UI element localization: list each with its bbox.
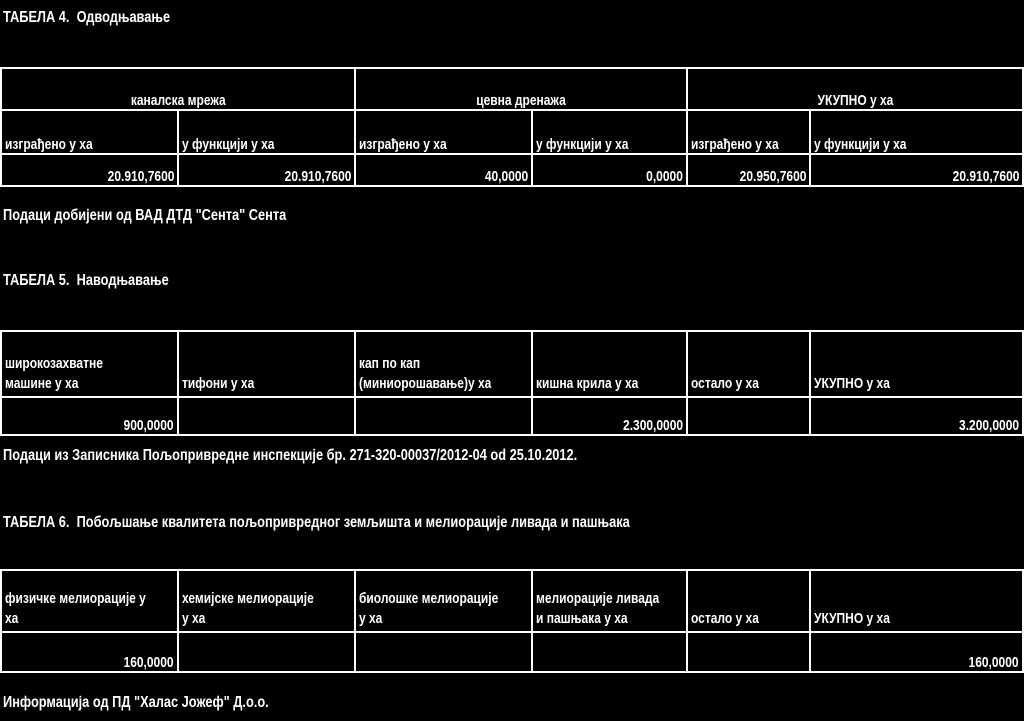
table6-value: 160,0000 — [810, 632, 1023, 672]
table4-value: 20.910,7600 — [810, 154, 1023, 186]
table4-value: 40,0000 — [355, 154, 532, 186]
table6-value — [532, 632, 687, 672]
table4-caption — [3, 8, 212, 28]
table5-header: широкозахватне машине у ха — [1, 331, 178, 397]
table5-value: 3.200,0000 — [810, 397, 1023, 435]
table6-header: биолошке мелиорације у ха — [355, 570, 532, 632]
table6-header-row — [1, 570, 1023, 632]
table6-header: хемијске мелиорације у ха — [178, 570, 355, 632]
table4-source-note: Подаци добијени од ВАД ДТД "Сента" Сента — [3, 207, 287, 224]
table5-value: 900,0000 — [1, 397, 178, 435]
table4-value-row — [1, 154, 1023, 186]
table4-caption-number: ТАБЕЛА 4. — [3, 9, 70, 26]
table5-caption — [3, 271, 210, 291]
table4-group-header: каналска мрежа — [1, 68, 355, 110]
table4-subheader: изграђено у ха — [1, 110, 178, 154]
table6-value-row — [1, 632, 1023, 672]
table5-value — [687, 397, 810, 435]
table6-value: 160,0000 — [1, 632, 178, 672]
table4-subheader-row — [1, 110, 1023, 154]
table6-source-note: Информација од ПД "Халас Јожеф" Д.о.о. — [3, 694, 269, 711]
table6-land-improvement — [0, 569, 1024, 673]
table4-group-header: УКУПНО у ха — [687, 68, 1023, 110]
table5-value-row — [1, 397, 1023, 435]
table4-caption-title: Одводњавање — [76, 9, 171, 26]
table4-group-row — [1, 68, 1023, 110]
table4-value: 20.910,7600 — [178, 154, 355, 186]
table6-caption-title: Побољшање квалитета пољопривредног земљишта и мелиорације ливада и пашњака — [76, 514, 630, 531]
table5-caption-number: ТАБЕЛА 5. — [3, 272, 70, 289]
table5-caption-title: Наводњавање — [76, 272, 169, 289]
table4-subheader: у функцији у ха — [810, 110, 1023, 154]
table4-subheader: изграђено у ха — [355, 110, 532, 154]
table4-group-header: цевна дренажа — [355, 68, 687, 110]
table6-caption-number: ТАБЕЛА 6. — [3, 514, 70, 531]
table6-header: физичке мелиорације у ха — [1, 570, 178, 632]
table5-header: остало у ха — [687, 331, 810, 397]
table4-value: 20.950,7600 — [687, 154, 810, 186]
table5-value — [178, 397, 355, 435]
table4-subheader: изграђено у ха — [687, 110, 810, 154]
table5-header-row — [1, 331, 1023, 397]
table5-irrigation — [0, 330, 1024, 436]
table6-header: УКУПНО у ха — [810, 570, 1023, 632]
table5-value — [355, 397, 532, 435]
table6-value — [687, 632, 810, 672]
table6-caption — [3, 513, 786, 533]
table5-header: кишна крила у ха — [532, 331, 687, 397]
table6-value — [355, 632, 532, 672]
table6-header: остало у ха — [687, 570, 810, 632]
table6-header: мелиорације ливада и пашњака у ха — [532, 570, 687, 632]
table5-header: кап по кап (миниорошавање)у ха — [355, 331, 532, 397]
table5-value: 2.300,0000 — [532, 397, 687, 435]
table4-subheader: у функцији у ха — [178, 110, 355, 154]
table4-subheader: у функцији у ха — [532, 110, 687, 154]
table4-value: 0,0000 — [532, 154, 687, 186]
table5-header: УКУПНО у ха — [810, 331, 1023, 397]
table4-drainage — [0, 67, 1024, 187]
table4-value: 20.910,7600 — [1, 154, 178, 186]
table5-source-note: Подаци из Записника Пољопривредне инспекције бр. 271-320-00037/2012-04 od 25.10.2012. — [3, 447, 578, 464]
table6-value — [178, 632, 355, 672]
table5-header: тифони у ха — [178, 331, 355, 397]
